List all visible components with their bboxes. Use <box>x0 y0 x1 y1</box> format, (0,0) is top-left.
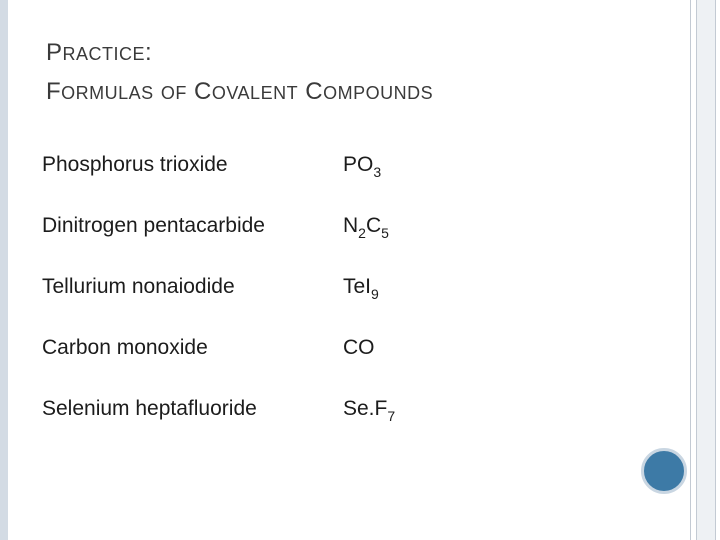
title-colon: : <box>145 39 153 66</box>
formula-subscript: 9 <box>371 286 379 302</box>
formula-subscript: 3 <box>373 164 382 180</box>
title-word: RACTICE <box>62 44 146 64</box>
title-initial: F <box>46 78 62 105</box>
formula-symbol: N <box>343 214 359 237</box>
compound-formula <box>343 275 379 302</box>
compound-formula <box>343 397 395 424</box>
title-word: ORMULAS <box>61 83 154 103</box>
title-line-2 <box>46 73 666 112</box>
compound-name: Carbon monoxide <box>42 336 208 359</box>
compound-formula <box>343 336 375 360</box>
compound-formula <box>343 214 389 241</box>
decorative-circle <box>641 448 687 494</box>
compound-name: Selenium heptafluoride <box>42 397 257 420</box>
compound-row <box>42 389 642 429</box>
formula-symbol: PO <box>343 153 374 176</box>
formula-symbol: CO <box>343 336 375 359</box>
formula-subscript: 5 <box>381 225 389 241</box>
compound-row <box>42 206 642 246</box>
right-decorative-line <box>690 0 691 540</box>
compound-row <box>42 267 642 307</box>
formula-subscript: 7 <box>387 408 396 424</box>
title-initial: P <box>46 39 63 66</box>
compound-name: Dinitrogen pentacarbide <box>42 214 265 237</box>
title-initial: C <box>305 78 324 105</box>
slide-title <box>46 34 666 112</box>
formula-symbol: Se.F <box>343 397 388 420</box>
title-word: OVALENT <box>211 83 299 103</box>
formula-subscript: 2 <box>358 225 366 241</box>
title-initial: C <box>194 78 212 105</box>
left-decorative-strip <box>0 0 8 540</box>
compound-name: Tellurium nonaiodide <box>42 275 235 298</box>
title-line-1 <box>46 34 666 73</box>
title-word: OMPOUNDS <box>323 83 434 103</box>
compound-formula <box>343 153 381 180</box>
compound-row <box>42 145 642 185</box>
right-decorative-border <box>696 0 716 540</box>
title-word: OF <box>160 83 187 103</box>
formula-symbol: C <box>365 214 382 237</box>
compound-name: Phosphorus trioxide <box>42 153 228 176</box>
compound-row <box>42 328 642 368</box>
formula-symbol: TeI <box>343 275 372 298</box>
